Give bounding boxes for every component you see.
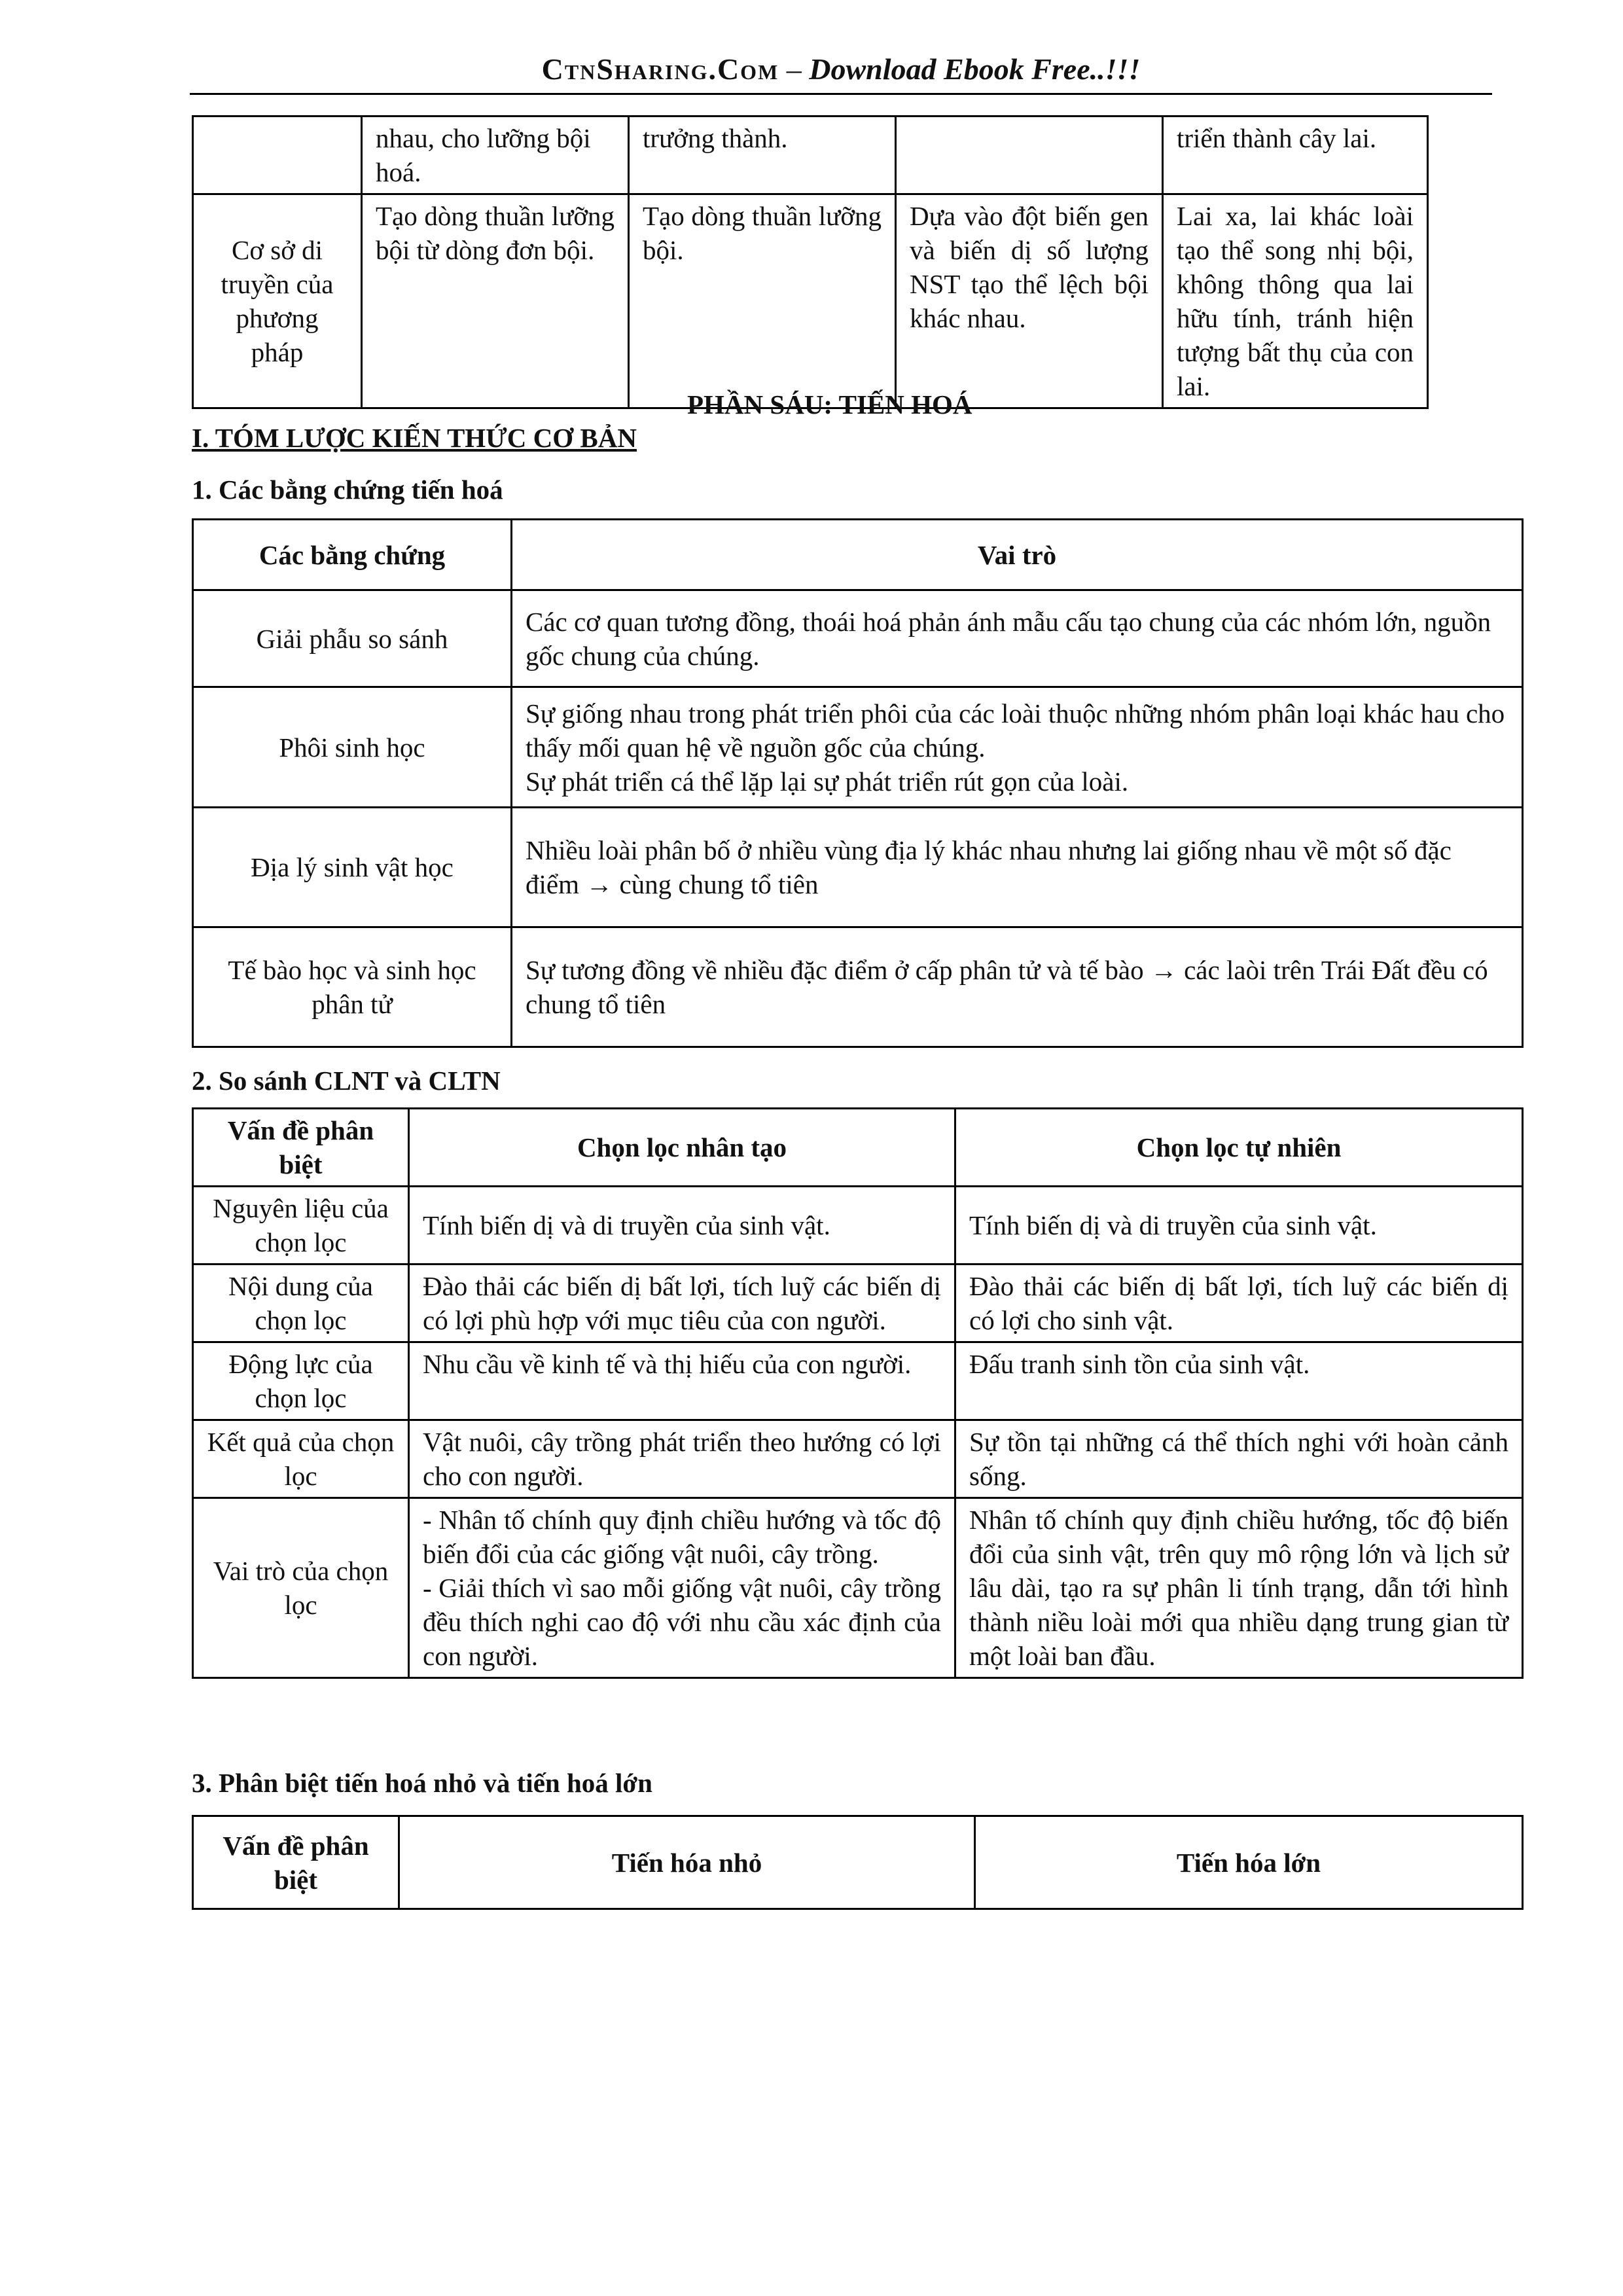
part-title: PHẦN SÁU: TIẾN HOÁ bbox=[687, 389, 972, 420]
table-cell: trưởng thành. bbox=[629, 117, 896, 194]
natural-selection-cell: Nhân tố chính quy định chiều hướng, tốc độ biến đổi của sinh vật, trên quy mô rộng lớn và lịch sử lâu dài, tạo ra sự phân li tính trạng, dẫn tới hình thành niều loài mới qua nhiều dạng trung gian từ một loài ban đầu. bbox=[955, 1498, 1523, 1678]
table-row bbox=[193, 194, 1428, 408]
table-row bbox=[193, 1265, 1523, 1342]
table-cell: triển thành cây lai. bbox=[1163, 117, 1428, 194]
table-header-row bbox=[193, 520, 1523, 590]
table-row bbox=[193, 927, 1523, 1047]
evolution-comparison-table bbox=[192, 1815, 1524, 1910]
evidence-name: Giải phẫu so sánh bbox=[193, 590, 512, 687]
column-header: Vấn đề phân biệt bbox=[193, 1816, 399, 1909]
evidence-role-line: Sự phát triển cá thể lặp lại sự phát triển rút gọn của loài. bbox=[526, 766, 1129, 797]
evidence-name: Phôi sinh học bbox=[193, 687, 512, 808]
column-header: Chọn lọc nhân tạo bbox=[409, 1109, 955, 1187]
table-header-row bbox=[193, 1109, 1523, 1187]
table-row bbox=[193, 117, 1428, 194]
evidence-role: Sự tương đồng về nhiều đặc điểm ở cấp phân tử và tế bào → các laòi trên Trái Đất đều có chung tổ tiên bbox=[512, 927, 1523, 1047]
column-header: Các bằng chứng bbox=[193, 520, 512, 590]
site-tagline: Download Ebook Free..!!! bbox=[809, 52, 1141, 86]
column-header: Chọn lọc tự nhiên bbox=[955, 1109, 1523, 1187]
table-cell: Tạo dòng thuần lưỡng bội từ dòng đơn bội. bbox=[362, 194, 629, 408]
issue-label: Nguyên liệu của chọn lọc bbox=[193, 1187, 409, 1265]
issue-label: Vai trò của chọn lọc bbox=[193, 1498, 409, 1678]
table-cell: nhau, cho lưỡng bội hoá. bbox=[362, 117, 629, 194]
table-row bbox=[193, 1187, 1523, 1265]
natural-selection-cell: Đấu tranh sinh tồn của sinh vật. bbox=[955, 1342, 1523, 1420]
evidence-role: Các cơ quan tương đồng, thoái hoá phản ánh mẫu cấu tạo chung của các nhóm lớn, nguồn gốc chung của chúng. bbox=[512, 590, 1523, 687]
table-header-row bbox=[193, 1816, 1523, 1909]
column-header: Tiến hóa lớn bbox=[975, 1816, 1523, 1909]
natural-selection-cell: Đào thải các biến dị bất lợi, tích luỹ các biến dị có lợi cho sinh vật. bbox=[955, 1265, 1523, 1342]
issue-label: Động lực của chọn lọc bbox=[193, 1342, 409, 1420]
site-brand: CtnSharing.Com bbox=[541, 52, 779, 86]
table-row bbox=[193, 1420, 1523, 1498]
artificial-selection-cell: Tính biến dị và di truyền của sinh vật. bbox=[409, 1187, 955, 1265]
table-row bbox=[193, 1498, 1523, 1678]
table-row bbox=[193, 808, 1523, 927]
evidence-name: Địa lý sinh vật học bbox=[193, 808, 512, 927]
header-separator: – bbox=[786, 52, 802, 86]
table-cell: Dựa vào đột biến gen và biến dị số lượng NST tạo thể lệch bội khác nhau. bbox=[896, 194, 1163, 408]
table-cell: Tạo dòng thuần lưỡng bội. bbox=[629, 194, 896, 408]
issue-label: Kết quả của chọn lọc bbox=[193, 1420, 409, 1498]
issue-label: Nội dung của chọn lọc bbox=[193, 1265, 409, 1342]
evidence-table bbox=[192, 518, 1524, 1048]
table-cell: Lai xa, lai khác loài tạo thể song nhị bội, không thông qua lai hữu tính, tránh hiện tượng bất thụ của con lai. bbox=[1163, 194, 1428, 408]
natural-selection-cell: Tính biến dị và di truyền của sinh vật. bbox=[955, 1187, 1523, 1265]
selection-comparison-table bbox=[192, 1107, 1524, 1679]
evidence-role: Nhiều loài phân bố ở nhiều vùng địa lý khác nhau nhưng lai giống nhau về một số đặc điểm → cùng chung tổ tiên bbox=[512, 808, 1523, 927]
section-title: I. TÓM LƯỢC KIẾN THỨC CƠ BẢN bbox=[192, 423, 637, 453]
subsection-title-micro-macro: 3. Phân biệt tiến hoá nhỏ và tiến hoá lớn bbox=[192, 1768, 652, 1798]
cell-line: - Giải thích vì sao mỗi giống vật nuôi, cây trồng đều thích nghi cao độ với nhu cầu xác định của con người. bbox=[423, 1573, 941, 1671]
table-cell bbox=[193, 117, 362, 194]
column-header: Vấn đề phân biệt bbox=[193, 1109, 409, 1187]
artificial-selection-cell: Nhu cầu về kinh tế và thị hiếu của con người. bbox=[409, 1342, 955, 1420]
natural-selection-cell: Sự tồn tại những cá thể thích nghi với hoàn cảnh sống. bbox=[955, 1420, 1523, 1498]
artificial-selection-cell: Đào thải các biến dị bất lợi, tích luỹ các biến dị có lợi phù hợp với mục tiêu của con người. bbox=[409, 1265, 955, 1342]
evidence-name: Tế bào học và sinh học phân tử bbox=[193, 927, 512, 1047]
methods-table-continued bbox=[192, 115, 1429, 409]
cell-line: - Nhân tố chính quy định chiều hướng và tốc độ biến đổi của các giống vật nuôi, cây trồng. bbox=[423, 1505, 941, 1569]
table-row bbox=[193, 590, 1523, 687]
artificial-selection-cell: Vật nuôi, cây trồng phát triển theo hướng có lợi cho con người. bbox=[409, 1420, 955, 1498]
evidence-role-line: Sự giống nhau trong phát triển phôi của các loài thuộc những nhóm phân loại khác hau cho thấy mối quan hệ về nguồn gốc của chúng. bbox=[526, 698, 1505, 762]
column-header: Tiến hóa nhỏ bbox=[399, 1816, 975, 1909]
artificial-selection-cell bbox=[409, 1498, 955, 1678]
table-row bbox=[193, 1342, 1523, 1420]
subsection-title-comparison: 2. So sánh CLNT và CLTN bbox=[192, 1066, 501, 1096]
row-label: Cơ sở di truyền của phương pháp bbox=[193, 194, 362, 408]
subsection-title-evidence: 1. Các bằng chứng tiến hoá bbox=[192, 475, 503, 505]
evidence-role bbox=[512, 687, 1523, 808]
column-header: Vai trò bbox=[512, 520, 1523, 590]
table-cell bbox=[896, 117, 1163, 194]
table-row bbox=[193, 687, 1523, 808]
page-header bbox=[190, 51, 1492, 95]
